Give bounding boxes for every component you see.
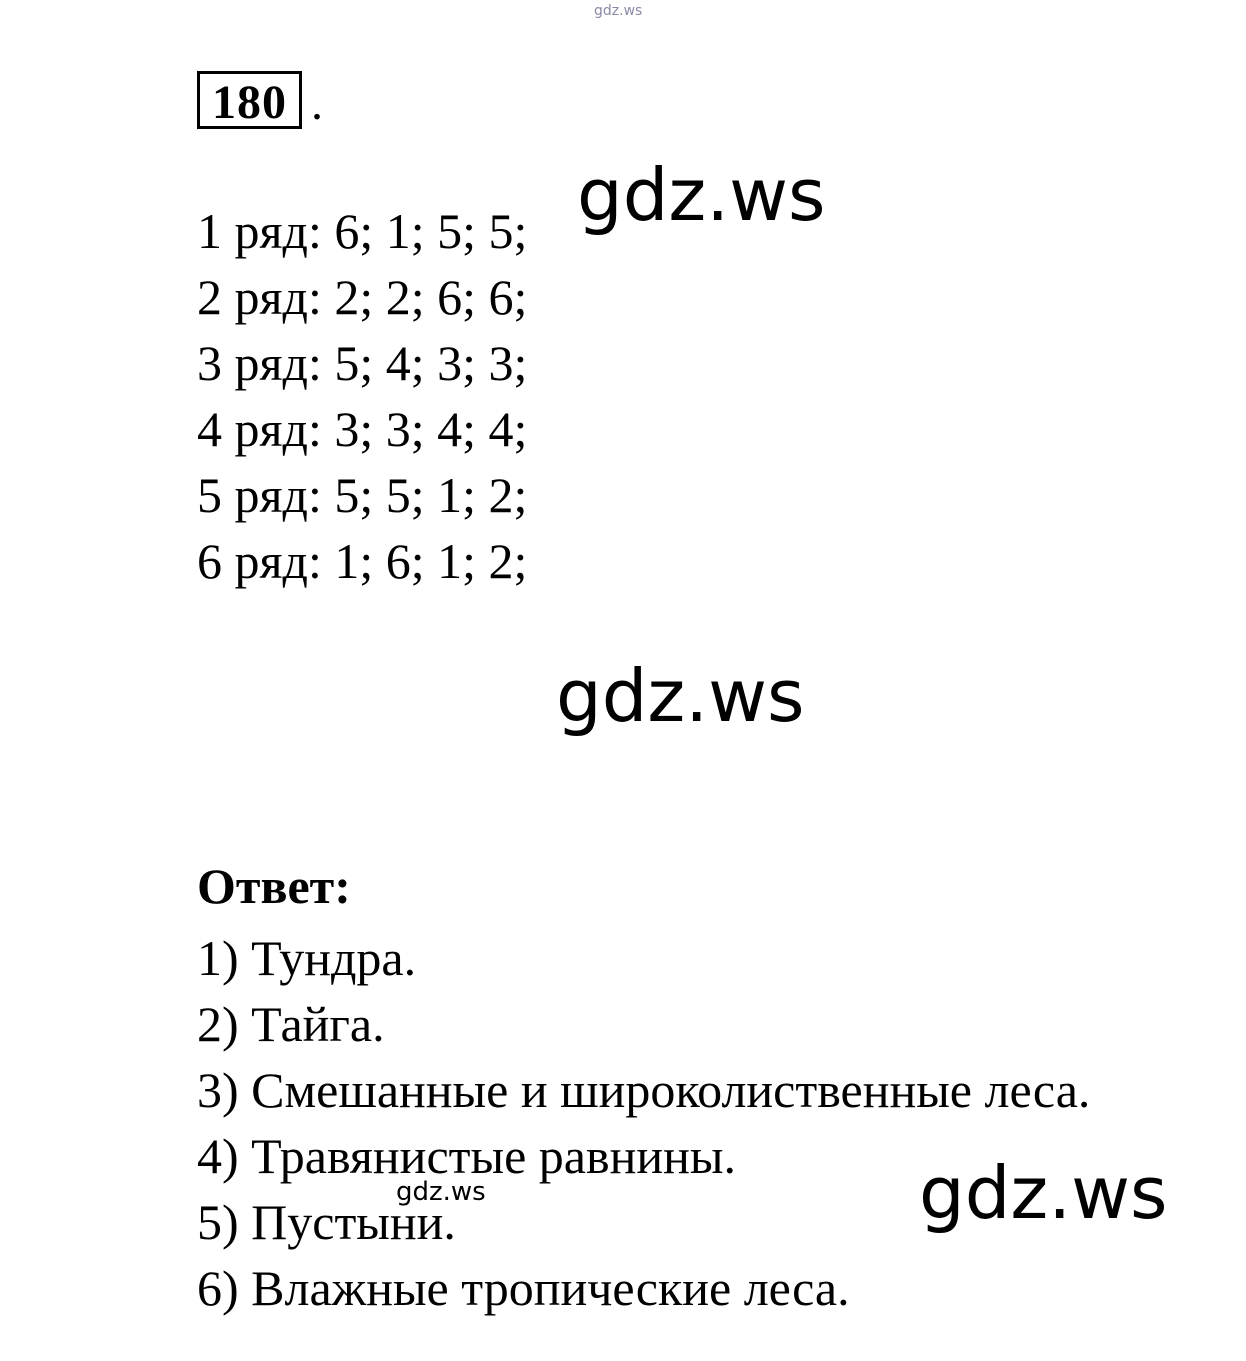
rows-list — [197, 202, 527, 598]
row-line: 3 ряд: 5; 4; 3; 3; — [197, 335, 528, 391]
answer-item: 2) Тайга. — [197, 996, 385, 1052]
row-line: 5 ряд: 5; 5; 1; 2; — [197, 467, 528, 523]
answer-item: 3) Смешанные и широколиственные леса. — [197, 1062, 1091, 1118]
watermark-3: gdz.ws — [919, 1151, 1168, 1235]
answer-list — [197, 928, 1090, 1324]
row-line: 6 ряд: 1; 6; 1; 2; — [197, 533, 528, 589]
answer-item: 5) Пустыни. — [197, 1194, 456, 1250]
answer-title: Ответ: — [197, 858, 351, 914]
row-line: 4 ряд: 3; 3; 4; 4; — [197, 401, 528, 457]
watermark-small: gdz.ws — [396, 1177, 486, 1207]
task-number-dot: . — [311, 77, 323, 130]
watermark-1: gdz.ws — [577, 150, 825, 240]
task-number-box: 180 — [197, 71, 302, 129]
task-number — [197, 71, 323, 130]
answer-item: 4) Травянистые равнины. — [197, 1128, 736, 1184]
site-link-top[interactable]: gdz.ws — [594, 3, 643, 19]
answer-item: 6) Влажные тропические леса. — [197, 1260, 850, 1316]
watermark-2: gdz.ws — [556, 654, 805, 738]
answer-item: 1) Тундра. — [197, 930, 417, 986]
row-line: 1 ряд: 6; 1; 5; 5; — [197, 203, 528, 259]
row-line: 2 ряд: 2; 2; 6; 6; — [197, 269, 528, 325]
